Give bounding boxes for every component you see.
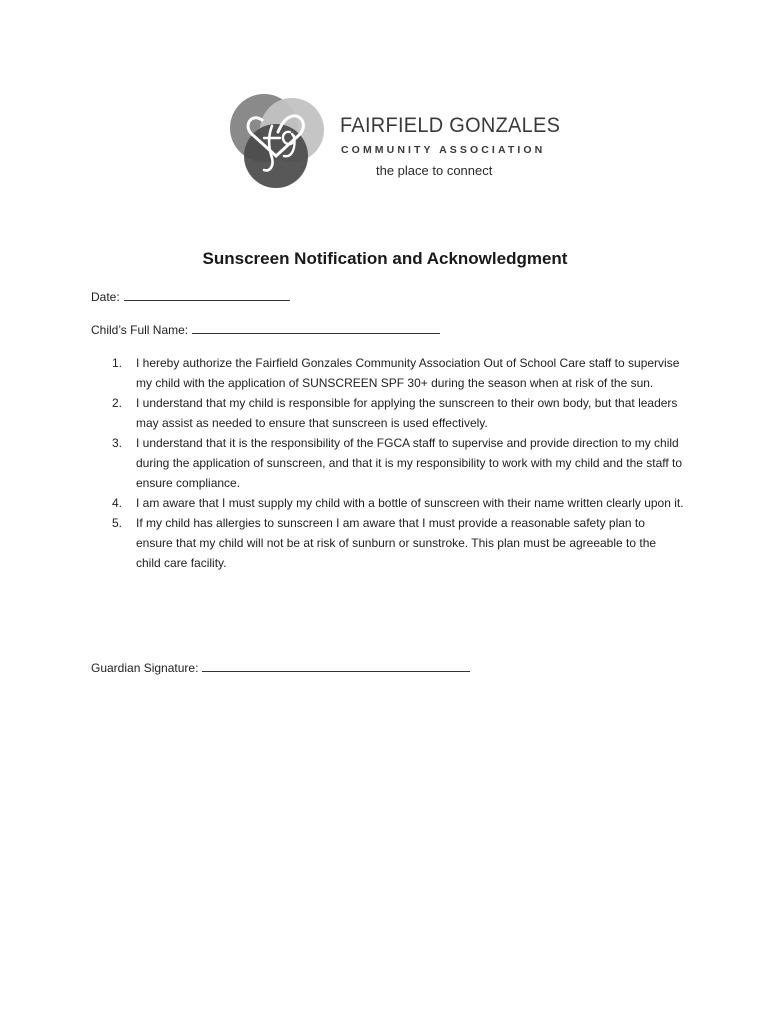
term-number: 1.	[112, 356, 123, 370]
guardian-signature-field	[91, 660, 470, 675]
term-text: I understand that my child is responsible for applying the sunscreen to their own body, but that leaders may assist as needed to ensure that sunscreen is used effectively.	[136, 396, 678, 430]
term-text: I am aware that I must supply my child with a bottle of sunscreen with their name written clearly upon it.	[136, 496, 684, 510]
guardian-signature-blank-line[interactable]	[202, 660, 470, 672]
term-item	[112, 393, 684, 433]
term-item	[112, 513, 684, 573]
term-number: 5.	[112, 516, 123, 530]
guardian-signature-label: Guardian Signature:	[91, 661, 199, 675]
term-text: I hereby authorize the Fairfield Gonzales Community Association Out of School Care staff to supervise my child with the application of SUNSCREEN SPF 30+ during the season when at risk of the sun.	[136, 356, 680, 390]
child-name-field	[91, 322, 440, 337]
child-name-label: Child’s Full Name:	[91, 323, 189, 337]
child-name-blank-line[interactable]	[192, 322, 440, 334]
document-title: Sunscreen Notification and Acknowledgment	[202, 249, 568, 268]
logo-org-name: FAIRFIELD GONZALES	[340, 114, 561, 137]
term-item	[112, 353, 684, 393]
fg-emblem-icon	[228, 92, 328, 192]
term-number: 3.	[112, 436, 123, 450]
logo-tagline: the place to connect	[376, 163, 493, 178]
term-number: 2.	[112, 396, 123, 410]
date-field	[91, 289, 290, 304]
terms-list	[112, 353, 684, 573]
logo-org-subtitle: COMMUNITY ASSOCIATION	[341, 144, 546, 156]
term-number: 4.	[112, 496, 123, 510]
date-label: Date:	[91, 290, 120, 304]
term-text: If my child has allergies to sunscreen I am aware that I must provide a reasonable safety plan to ensure that my child will not be at risk of sunburn or sunstroke. This plan must be agreeable to the child care facility.	[136, 516, 657, 570]
term-text: I understand that it is the responsibility of the FGCA staff to supervise and provide direction to my child during the application of sunscreen, and that it is my responsibility to work with my child and the staff to ensure compliance.	[136, 436, 683, 490]
term-item	[112, 493, 684, 513]
date-blank-line[interactable]	[124, 289, 290, 301]
fgca-logo	[228, 92, 561, 192]
term-item	[112, 433, 684, 493]
